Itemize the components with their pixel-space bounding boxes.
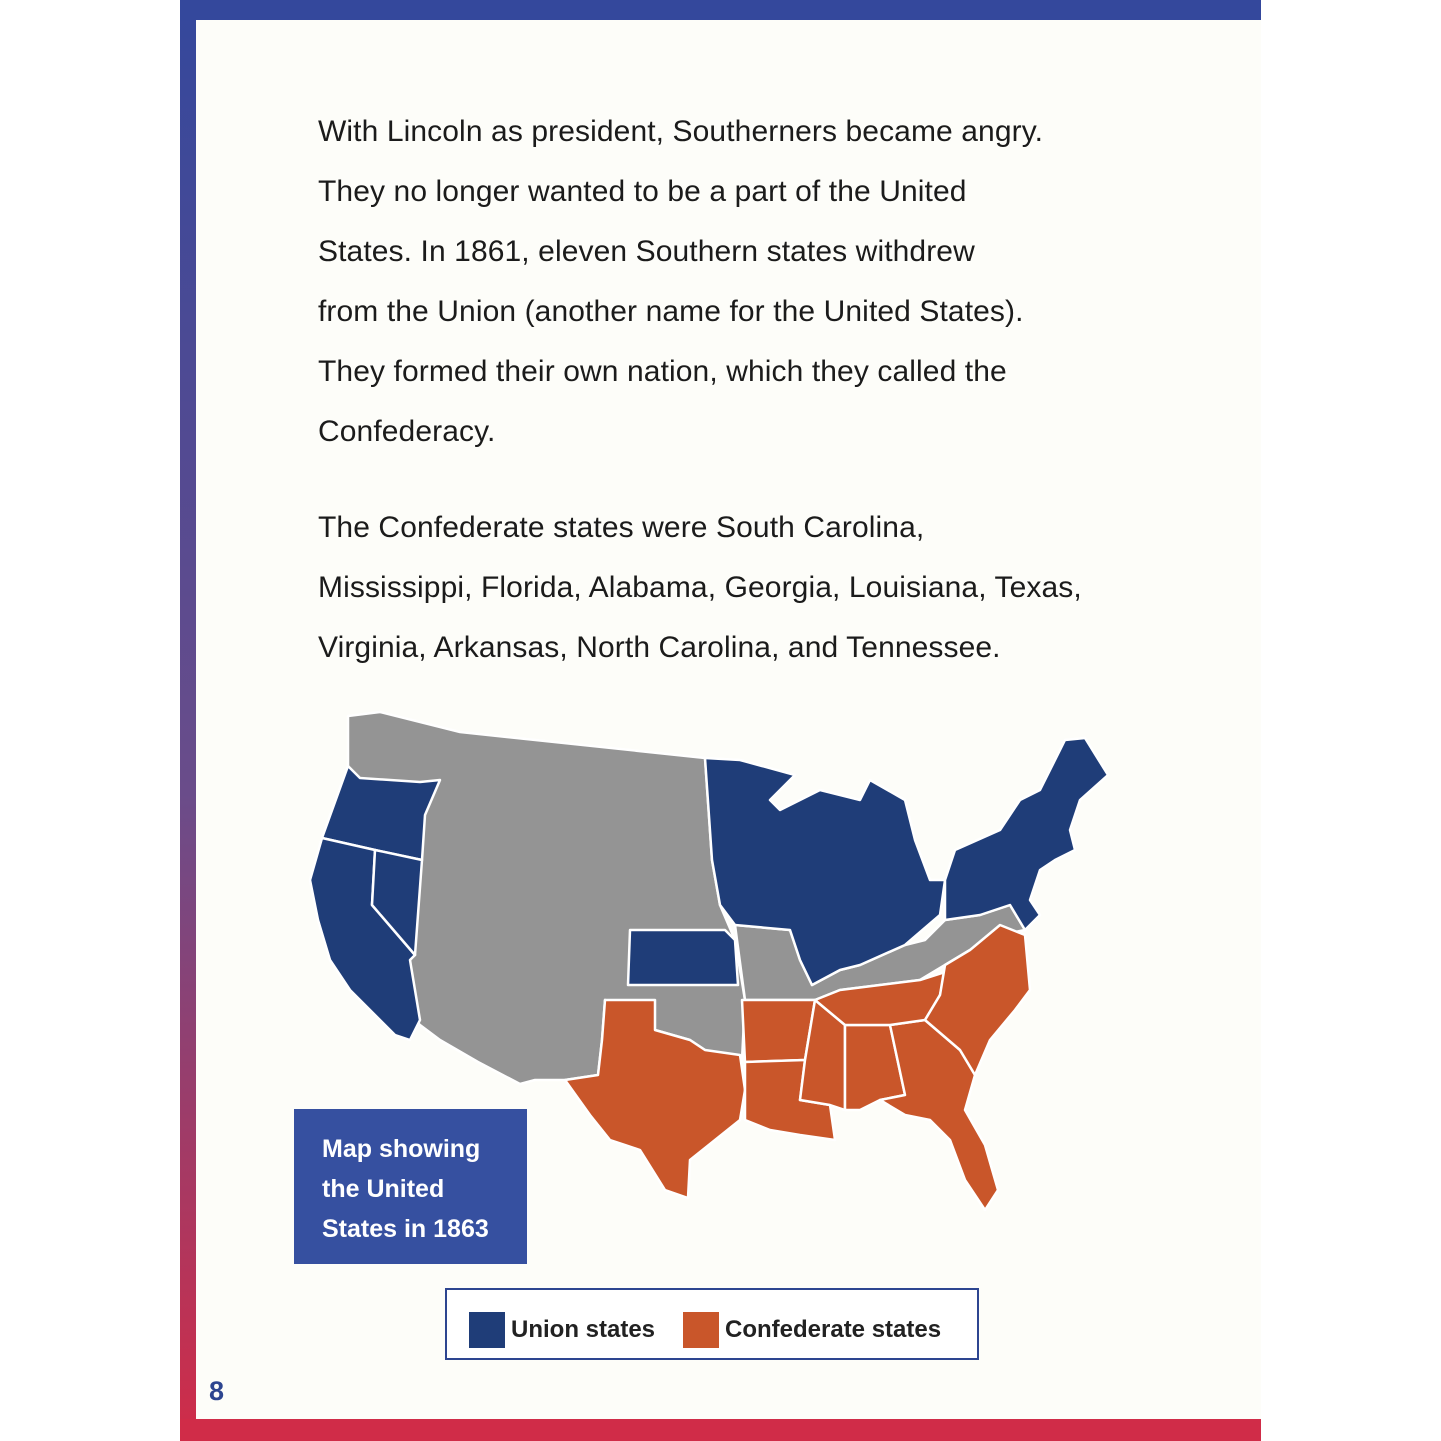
- map-kansas: [628, 930, 738, 985]
- caption-line: States in 1863: [322, 1215, 489, 1243]
- text-line: The Confederate states were South Carolina,: [318, 511, 925, 544]
- paragraph-secession: [318, 102, 1138, 462]
- map-arkansas: [742, 1000, 815, 1062]
- map-northeast-union: [945, 738, 1108, 930]
- caption-line: Map showing: [322, 1135, 481, 1163]
- text-line: They no longer wanted to be a part of the United: [318, 175, 967, 208]
- text-line: Virginia, Arkansas, North Carolina, and Tennessee.: [318, 631, 1001, 664]
- union-swatch: [469, 1312, 505, 1348]
- caption-line: the United: [322, 1175, 445, 1203]
- confederate-swatch: [683, 1312, 719, 1348]
- text-line: With Lincoln as president, Southerners became angry.: [318, 115, 1044, 148]
- text-line: Mississippi, Florida, Alabama, Georgia, Louisiana, Texas,: [318, 571, 1082, 604]
- paragraph-confederate-states: [318, 498, 1138, 678]
- text-line: Confederacy.: [318, 415, 496, 448]
- text-line: They formed their own nation, which they called the: [318, 355, 1007, 388]
- confederate-legend-label: Confederate states: [725, 1316, 942, 1343]
- union-legend-label: Union states: [511, 1316, 656, 1343]
- page-number: 8: [209, 1376, 225, 1406]
- bottom-border-bar: [180, 1419, 1261, 1441]
- text-line: States. In 1861, eleven Southern states withdrew: [318, 235, 975, 268]
- map-caption-box: [294, 1109, 527, 1264]
- map-legend: [445, 1288, 979, 1360]
- text-line: from the Union (another name for the United States).: [318, 295, 1024, 328]
- top-border-bar: [180, 0, 1261, 20]
- map-caption: [322, 1129, 489, 1249]
